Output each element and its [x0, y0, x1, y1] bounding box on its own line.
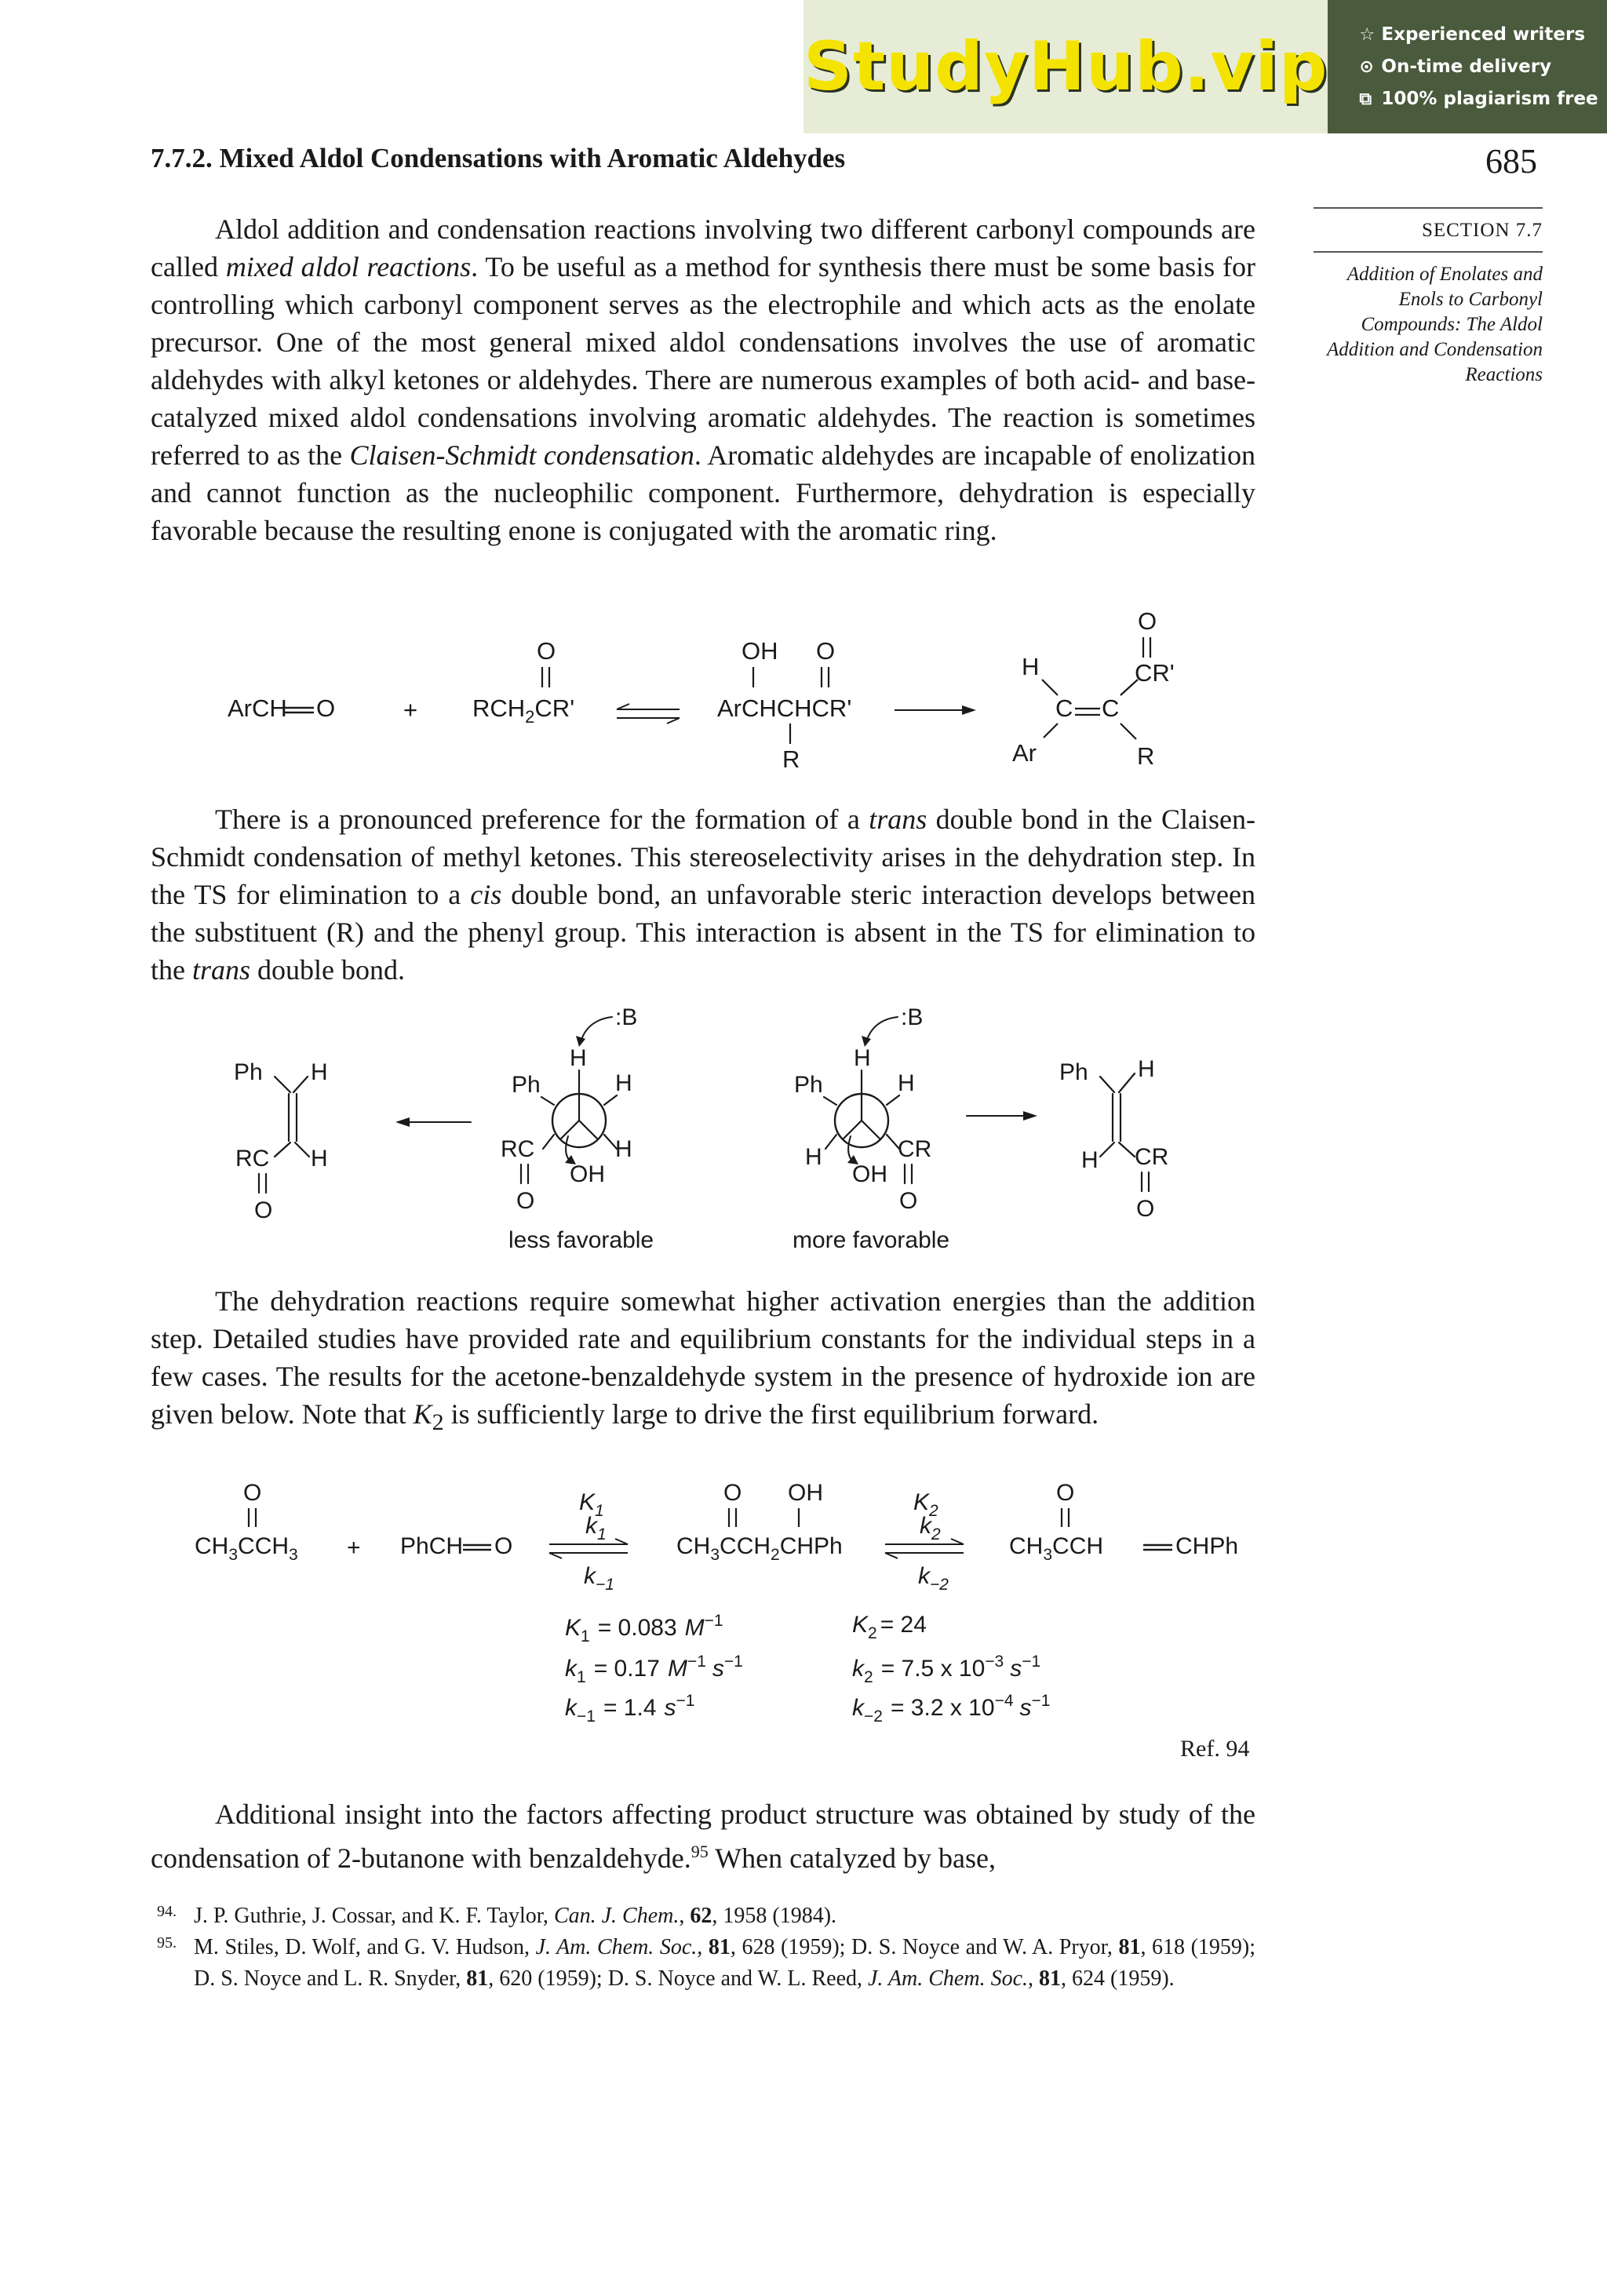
text-run: , 628 (1959); D. S. Noyce and W. A. Pryor, [730, 1935, 1119, 1959]
scheme-label: + [403, 696, 418, 723]
constant-K2-value: $K_2 = 24$ [852, 1612, 927, 1642]
banner-feature-text: On-time delivery [1381, 56, 1552, 77]
scheme-label: CR [1135, 1144, 1169, 1170]
sidebar-section-label: SECTION 7.7 [1421, 220, 1543, 241]
scheme-label: C [1102, 694, 1120, 722]
constant-subscript: 2 [432, 1409, 444, 1436]
caption-less-favorable: less favorable [508, 1227, 654, 1253]
constant-km2-value: $k_{-2} = 3.2$ x $10^{-4}$ $s^{-1}$ [852, 1692, 1051, 1726]
scheme-label: O [516, 1188, 535, 1214]
scheme-label: H [1022, 653, 1040, 680]
text-run: double bond. [250, 954, 405, 986]
constant-K1-value: $K_1 = 0.083$ $M^{-1}$ [565, 1612, 723, 1645]
volume-number: 81 [1039, 1966, 1061, 1991]
term-emphasis: trans [869, 804, 927, 835]
constant-K1-label: $K_1$ [579, 1489, 604, 1520]
scheme-label: CR' [1135, 659, 1175, 687]
constant-symbol: K [413, 1398, 432, 1430]
scheme-label: PhCH [400, 1533, 464, 1559]
footnote-marker[interactable]: 95 [691, 1842, 709, 1861]
scheme-label: H [570, 1045, 587, 1071]
scheme-label: C [1055, 694, 1073, 722]
scheme-label: :B [901, 1004, 924, 1030]
scheme-mixed-aldol [0, 596, 1607, 785]
scheme-label: H [615, 1070, 632, 1096]
text-run: Aldol addition and condensation reactions involving two different carbonyl compounds are called [151, 213, 1255, 282]
constant-km2-label: $k_{-2}$ [918, 1563, 949, 1594]
scheme-label: Ph [794, 1072, 823, 1098]
scheme-label: R [1137, 742, 1155, 770]
text-run: , 624 (1959). [1061, 1966, 1175, 1991]
scheme-label: H [1081, 1147, 1099, 1173]
scheme-newman-projections [0, 995, 1607, 1270]
scheme-label: Ph [512, 1072, 541, 1098]
paragraph-butanone [151, 1795, 1255, 1877]
paragraph-intro [151, 210, 1255, 549]
scheme-label: CHPh [1175, 1533, 1239, 1559]
scheme-label: H [311, 1146, 328, 1172]
journal-name: J. Am. Chem. Soc. [535, 1935, 698, 1959]
scheme-label: O [899, 1188, 918, 1214]
banner-logo-text: StudyHub.vip [804, 27, 1328, 106]
footnote-94: 94. J. P. Guthrie, J. Cossar, and K. F. Taylor, Can. J. Chem., 62, 1958 (1984). [157, 1901, 1255, 1932]
copy-icon: ⧉ [1359, 89, 1372, 109]
journal-name: J. Am. Chem. Soc. [868, 1966, 1028, 1991]
banner-feature-list [1328, 19, 1607, 115]
ad-banner[interactable] [804, 0, 1607, 133]
scheme-label: OH [852, 1161, 887, 1187]
text-run: , 618 (1959); D. S. Noyce and L. R. Snyder, [194, 1935, 1256, 1991]
paragraph-kinetics [151, 1282, 1255, 1441]
constant-k1-label: $k_1$ [585, 1513, 607, 1543]
banner-logo[interactable] [804, 0, 1328, 133]
scheme-label: H [898, 1070, 915, 1096]
constant-km1-value: $k_{-1} = 1.4$ $s^{-1}$ [565, 1692, 695, 1726]
volume-number: 81 [1118, 1935, 1141, 1959]
text-run: . To be useful as a method for synthesis there must be some basis for controlling which carbonyl component serves as the electrophile and which acts as the enolate precursor. One of the most general mixed aldol condensations involves the use of aromatic aldehydes with alkyl ketones or aldehydes. There are numerous examples of both acid- and base-catalyzed mixed aldol condensations involving aromatic aldehydes. The reaction is sometimes referred to as the [151, 251, 1255, 471]
text-run: There is a pronounced preference for the formation of a [215, 804, 869, 835]
text-run: . Aromatic aldehydes are incapable of enolization and cannot function as the nucleophilic component. Furthermore, dehydration is especially favorable because the resulting enone is conjugated with the aromatic ring. [151, 439, 1255, 546]
scheme-label: O [1056, 1480, 1075, 1506]
text-run: J. P. Guthrie, J. Cossar, and K. F. Taylor, [194, 1904, 554, 1928]
scheme-label: H [854, 1045, 871, 1071]
banner-feature [1359, 19, 1607, 51]
scheme-label: O [816, 637, 836, 665]
scheme-label: OH [742, 637, 778, 665]
constant-km1-label: $k_{-1}$ [584, 1563, 614, 1594]
clock-icon: ⊙ [1359, 56, 1374, 77]
sidebar-description: Addition of Enolates and Enols to Carbonyl Compounds: The Aldol Addition and Condensation Reactions [1327, 264, 1543, 385]
scheme-label: ArCHCHCR' [717, 694, 852, 722]
banner-feature-text: Experienced writers [1381, 24, 1586, 45]
banner-feature-text: 100% plagiarism free [1381, 88, 1598, 109]
scheme-label: $CH_3CCH_2CHPh$ [676, 1533, 843, 1564]
paragraph-stereoselectivity [151, 800, 1255, 989]
scheme-label: H [805, 1144, 822, 1170]
scheme-label: O [254, 1197, 273, 1223]
scheme-label: O [494, 1533, 513, 1559]
text-run: is sufficiently large to drive the first equilibrium forward. [443, 1398, 1099, 1430]
text-run: double bond, an unfavorable steric interaction develops between the substituent (R) and the phenyl group. This interaction is absent in the TS for elimination to the [151, 879, 1255, 986]
term-emphasis: mixed aldol reactions [225, 251, 472, 282]
scheme-label: H [311, 1059, 328, 1085]
footnote-number: 94. [157, 1903, 177, 1920]
scheme-label: O [243, 1480, 262, 1506]
scheme-label: O [1138, 607, 1157, 635]
scheme-label: RC [235, 1146, 270, 1172]
text-run: M. Stiles, D. Wolf, and G. V. Hudson, [194, 1935, 536, 1959]
term-emphasis: Claisen-Schmidt condensation [349, 439, 694, 471]
banner-feature [1359, 51, 1607, 83]
scheme-label: $RCH_2CR'$ [472, 694, 575, 727]
section-heading: 7.7.2. Mixed Aldol Condensations with Aromatic Aldehydes [151, 143, 846, 173]
term-emphasis: cis [470, 879, 502, 910]
scheme-label: O [537, 637, 556, 665]
star-icon: ☆ [1359, 24, 1376, 45]
constant-k2-label: $k_2$ [920, 1513, 941, 1543]
scheme-label: ArCH [228, 694, 287, 722]
scheme-label: RC [501, 1136, 535, 1162]
volume-number: 62 [690, 1904, 712, 1928]
scheme-label: O [723, 1480, 742, 1506]
footnote-number: 95. [157, 1934, 177, 1952]
journal-name: Can. J. Chem. [553, 1904, 680, 1928]
sidebar [1314, 207, 1543, 388]
scheme-label: H [615, 1136, 632, 1162]
caption-more-favorable: more favorable [793, 1227, 950, 1253]
scheme-label: OH [570, 1161, 605, 1187]
text-run: , 1958 (1984). [712, 1904, 837, 1928]
scheme-label: Ph [234, 1059, 263, 1085]
scheme-acetone-benzaldehyde [0, 1475, 1607, 1726]
text-run: double bond in the Claisen-Schmidt condensation of methyl ketones. This stereoselectivity arises in the dehydration step. In the TS for elimination to a [151, 804, 1255, 910]
text-run: The dehydration reactions require somewhat higher activation energies than the addition step. Detailed studies have provided rate and equilibrium constants for the individual steps in a few cases. The results for the acetone-benzaldehyde system in the presence of hydroxide ion are given below. Note that [151, 1285, 1255, 1430]
page-number: 685 [1485, 142, 1537, 180]
footnote-95: 95. M. Stiles, D. Wolf, and G. V. Hudson, J. Am. Chem. Soc., 81, 628 (1959); D. S. Noyce and W. A. Pryor, 81, 618 (1959); D. S. Noyce and L. R. Snyder, 81, 620 (1959); D. S. Noyce and W. L. Reed, J. Am. Chem. Soc., 81, 624 (1959). [157, 1932, 1255, 1995]
term-emphasis: trans [191, 954, 251, 986]
reference-label: Ref. 94 [1180, 1736, 1250, 1762]
text-run: When catalyzed by base, [708, 1842, 996, 1874]
scheme-label: O [1136, 1196, 1155, 1222]
constant-k1-value: $k_1 = 0.17$ $M^{-1}$ $s^{-1}$ [565, 1653, 743, 1686]
scheme-label: Ph [1059, 1059, 1088, 1085]
banner-feature [1359, 83, 1607, 115]
text-run: Additional insight into the factors affecting product structure was obtained by study of the condensation of 2-butanone with benzaldehyde. [151, 1799, 1255, 1874]
text-run: , 620 (1959); D. S. Noyce and W. L. Reed, [488, 1966, 868, 1991]
scheme-label: R [782, 745, 800, 773]
volume-number: 81 [708, 1935, 731, 1959]
scheme-label: OH [788, 1480, 823, 1506]
constant-k2-value: $k_2 = 7.5$ x $10^{-3}$ $s^{-1}$ [852, 1653, 1041, 1686]
scheme-label: :B [615, 1004, 638, 1030]
scheme-label: $CH_3CCH$ [1009, 1533, 1104, 1564]
constant-K2-label: $K_2$ [913, 1489, 938, 1520]
scheme-label: CR [898, 1136, 932, 1162]
scheme-label: $CH_3CCH_3$ [195, 1533, 298, 1564]
scheme-label: + [347, 1535, 361, 1561]
scheme-label: Ar [1012, 739, 1037, 767]
scheme-label: O [316, 694, 336, 722]
scheme-label: H [1138, 1056, 1155, 1082]
volume-number: 81 [466, 1966, 489, 1991]
